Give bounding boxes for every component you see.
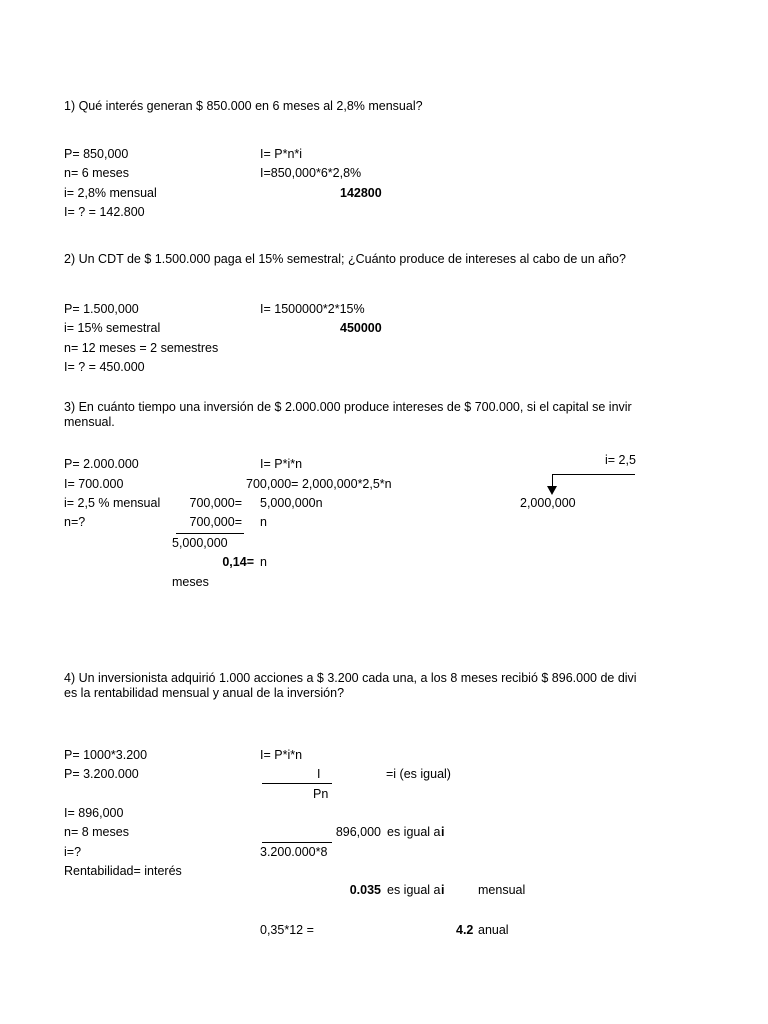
given-interest: I= ? = 450.000: [64, 360, 145, 374]
step1-right: 5,000,000n: [260, 496, 323, 510]
annual-calc: 0,35*12 =: [260, 923, 314, 937]
question-2: 2) Un CDT de $ 1.500.000 paga el 15% semestral; ¿Cuánto produce de intereses al cabo de un año?: [64, 252, 626, 266]
denominator-value: 3.200.000*8: [260, 845, 328, 859]
equals-i: =i (es igual): [386, 767, 451, 781]
i-symbol: i: [441, 825, 445, 839]
result-unit: meses: [172, 575, 209, 589]
question-1: 1) Qué interés generan $ 850.000 en 6 meses al 2,8% mensual?: [64, 99, 423, 113]
monthly-unit: mensual: [478, 883, 526, 897]
substitution: I=850,000*6*2,8%: [260, 166, 362, 180]
denominator: 5,000,000: [172, 536, 228, 550]
given-rate: i= 15% semestral: [64, 321, 161, 335]
given-interest: I= 896,000: [64, 806, 124, 820]
es-igual-label: es igual a: [387, 825, 441, 839]
fraction-bar: [262, 842, 332, 843]
monthly-rate: 0.035: [349, 883, 381, 897]
fraction-bar: [176, 533, 244, 534]
given-time: n= 12 meses = 2 semestres: [64, 341, 219, 355]
substitution: 700,000= 2,000,000*2,5*n: [246, 477, 392, 491]
given-interest: I= 700.000: [64, 477, 124, 491]
formula: I= P*i*n: [260, 457, 303, 471]
result-variable: n: [260, 555, 267, 569]
fraction-denominator: Pn: [313, 787, 329, 801]
question-4: 4) Un inversionista adquirió 1.000 acciones a $ 3.200 cada una, a los 8 meses recibió $ 896.000 de divi: [64, 671, 637, 685]
fraction-bar: [262, 783, 332, 784]
formula: I= P*i*n: [260, 748, 303, 762]
result: 0,14=: [222, 555, 254, 569]
result: 450000: [340, 321, 382, 335]
arrow-shaft: [552, 474, 553, 486]
i-symbol: i: [441, 883, 445, 897]
step1-left: 700,000=: [189, 496, 242, 510]
timeline: [552, 474, 635, 475]
given-principal-calc: P= 1000*3.200: [64, 748, 148, 762]
step2-left: 700,000=: [189, 515, 242, 529]
substitution: I= 1500000*2*15%: [260, 302, 365, 316]
question-3: 3) En cuánto tiempo una inversión de $ 2.000.000 produce intereses de $ 700.000, si el capital se invir: [64, 400, 632, 414]
given-interest: I= ? = 142.800: [64, 205, 145, 219]
given-rate: i=?: [64, 845, 82, 859]
given-time: n= 6 meses: [64, 166, 129, 180]
given-principal: P= 2.000.000: [64, 457, 139, 471]
given-time: n=?: [64, 515, 86, 529]
question-3-continued: mensual.: [64, 415, 115, 429]
rentabilidad-def: Rentabilidad= interés: [64, 864, 182, 878]
question-4-continued: es la rentabilidad mensual y anual de la inversión?: [64, 686, 345, 700]
numerator-value: 896,000: [335, 825, 381, 839]
given-principal: P= 850,000: [64, 147, 129, 161]
formula: I= P*n*i: [260, 147, 303, 161]
diagram-amount: 2,000,000: [520, 496, 576, 510]
arrow-down-icon: [547, 486, 557, 495]
given-rate: i= 2,8% mensual: [64, 186, 157, 200]
es-igual-label: es igual a: [387, 883, 441, 897]
given-time: n= 8 meses: [64, 825, 129, 839]
given-principal: P= 1.500,000: [64, 302, 139, 316]
annual-unit: anual: [478, 923, 509, 937]
fraction-numerator: I: [317, 767, 321, 781]
annual-rate: 4.2: [456, 923, 474, 937]
given-rate: i= 2,5 % mensual: [64, 496, 161, 510]
given-principal: P= 3.200.000: [64, 767, 139, 781]
step2-right: n: [260, 515, 267, 529]
diagram-rate: i= 2,5: [605, 453, 636, 467]
result: 142800: [340, 186, 382, 200]
